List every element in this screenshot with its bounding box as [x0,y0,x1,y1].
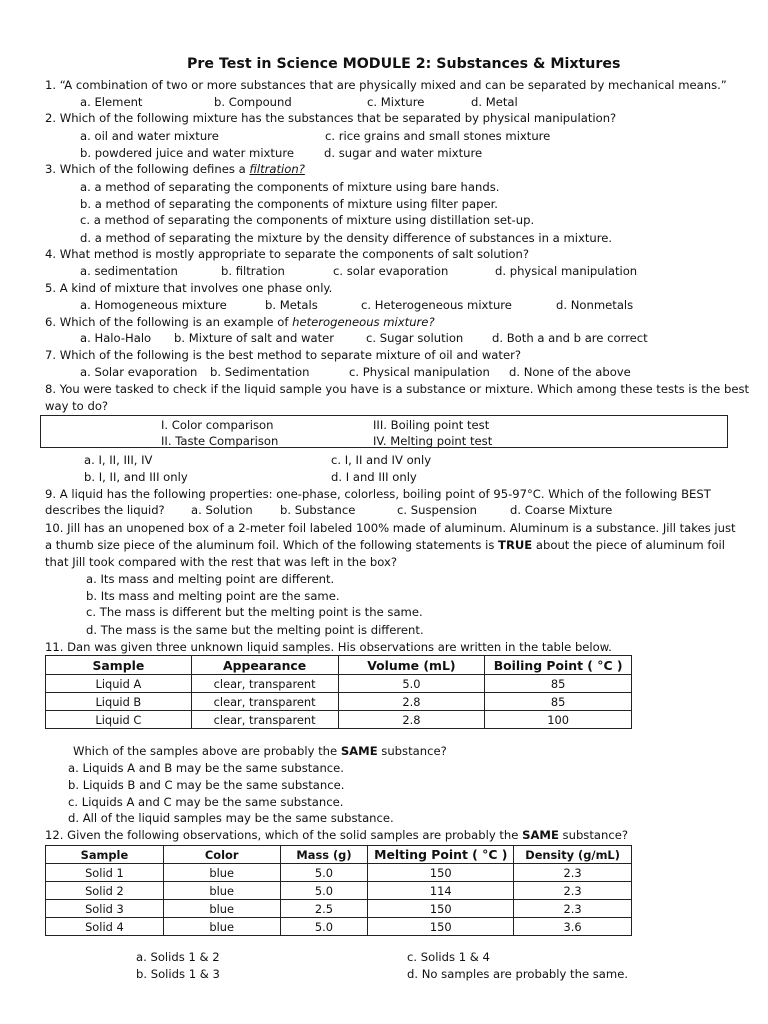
q2-option-c[interactable]: c. rice grains and small stones mixture [325,129,551,143]
q7-stem: 7. Which of the following is the best method to separate mixture of oil and water? [45,348,522,362]
table-cell: 2.3 [514,900,632,918]
table-cell: 3.6 [514,918,632,936]
q9-option-c[interactable]: c. Suspension [397,503,478,517]
q2-option-b[interactable]: b. powdered juice and water mixture [80,146,294,160]
q12-option-c[interactable]: c. Solids 1 & 4 [407,950,490,964]
q12-stem [45,828,628,842]
q3-option-a[interactable]: a. a method of separating the components of mixture using bare hands. [80,180,500,194]
column-header: Sample [46,656,192,675]
q8-option-c[interactable]: c. I, II and IV only [331,453,432,467]
q4-option-d[interactable]: d. physical manipulation [495,264,638,278]
q6-stem-text: 6. Which of the following is an example of [45,315,293,329]
q1-option-b[interactable]: b. Compound [214,95,292,109]
table-cell: Liquid B [46,693,192,711]
table-cell: 114 [368,882,514,900]
page-title: Pre Test in Science MODULE 2: Substances & Mixtures [187,56,621,72]
q10-option-b[interactable]: b. Its mass and melting point are the same. [86,589,340,603]
table-cell: clear, transparent [191,693,338,711]
q5-option-d[interactable]: d. Nonmetals [556,298,634,312]
q10-option-c[interactable]: c. The mass is different but the melting point is the same. [86,605,423,619]
q6-option-b[interactable]: b. Mixture of salt and water [174,331,335,345]
q9-option-a[interactable]: a. Solution [191,503,253,517]
table-row [46,900,632,918]
table-cell: Solid 3 [46,900,164,918]
q11-stem: 11. Dan was given three unknown liquid samples. His observations are written in the table below. [45,640,612,654]
q12-stem-text-end: substance? [558,828,629,842]
q3-stem-text: 3. Which of the following defines a [45,162,250,176]
q8-test-iii: III. Boiling point test [373,418,490,432]
table-cell: Liquid C [46,711,192,729]
q4-option-b[interactable]: b. filtration [221,264,285,278]
q12-option-d[interactable]: d. No samples are probably the same. [407,967,629,981]
q8-test-ii: II. Taste Comparison [161,434,279,448]
q10-option-a[interactable]: a. Its mass and melting point are different. [86,572,335,586]
table-cell: 150 [368,900,514,918]
table-cell: 85 [485,693,632,711]
table-cell: blue [163,900,280,918]
q11-question-text: Which of the samples above are probably the [73,744,341,758]
q3-option-b[interactable]: b. a method of separating the components of mixture using filter paper. [80,197,498,211]
q12-stem-text: 12. Given the following observations, which of the solid samples are probably the [45,828,523,842]
table-cell: blue [163,882,280,900]
q4-stem: 4. What method is mostly appropriate to separate the components of salt solution? [45,247,530,261]
q12-option-b[interactable]: b. Solids 1 & 3 [136,967,220,981]
q2-option-a[interactable]: a. oil and water mixture [80,129,219,143]
table-cell: Solid 1 [46,864,164,882]
table-cell: 85 [485,675,632,693]
table-row [46,693,632,711]
table-cell: 150 [368,864,514,882]
q3-option-d[interactable]: d. a method of separating the mixture by the density difference of substances in a mixture. [80,231,613,245]
table-cell: clear, transparent [191,675,338,693]
q6-stem [45,315,435,329]
q7-option-d[interactable]: d. None of the above [509,365,631,379]
table-cell: Liquid A [46,675,192,693]
q10-stem-line3: that Jill took compared with the rest that was left in the box? [45,555,398,569]
q7-option-c[interactable]: c. Physical manipulation [349,365,490,379]
q10-stem-text: a thumb size piece of the aluminum foil. Which of the following statements is [45,538,499,552]
column-header: Density (g/mL) [514,846,632,864]
q6-stem-emphasis: heterogeneous mixture? [292,315,435,329]
table-cell: 5.0 [280,918,368,936]
q1-option-d[interactable]: d. Metal [471,95,518,109]
q2-option-d[interactable]: d. sugar and water mixture [324,146,483,160]
q8-test-iv: IV. Melting point test [373,434,493,448]
table-cell: 150 [368,918,514,936]
column-header: Boiling Point ( °C ) [485,656,632,675]
q11-option-b[interactable]: b. Liquids B and C may be the same substance. [68,778,345,792]
q4-option-c[interactable]: c. solar evaporation [333,264,449,278]
table-row [46,864,632,882]
q12-option-a[interactable]: a. Solids 1 & 2 [136,950,220,964]
table-cell: 2.3 [514,864,632,882]
q11-option-a[interactable]: a. Liquids A and B may be the same substance. [68,761,344,775]
table-header-row [46,656,632,675]
table-cell: 5.0 [280,864,368,882]
q1-option-c[interactable]: c. Mixture [367,95,425,109]
q1-stem: 1. “A combination of two or more substances that are physically mixed and can be separated by mechanical means.” [45,78,727,92]
q8-option-b[interactable]: b. I, II, and III only [84,470,188,484]
table-cell: 2.3 [514,882,632,900]
q11-question-bold: SAME [340,744,378,758]
table-cell: 2.8 [338,693,485,711]
q4-option-a[interactable]: a. sedimentation [80,264,178,278]
table-cell: clear, transparent [191,711,338,729]
q9-stem-line1: 9. A liquid has the following properties: one-phase, colorless, boiling point of 95-97°C. Which of the following BEST [45,487,711,501]
q8-test-i: I. Color comparison [161,418,274,432]
table-row [46,918,632,936]
q1-option-a[interactable]: a. Element [80,95,143,109]
q11-question-text-end: substance? [377,744,447,758]
table-cell: blue [163,864,280,882]
q10-stem-bold: TRUE [498,538,533,552]
q12-stem-bold: SAME [522,828,559,842]
q7-option-b[interactable]: b. Sedimentation [210,365,310,379]
q9-option-b[interactable]: b. Substance [280,503,356,517]
q6-option-c[interactable]: c. Sugar solution [366,331,464,345]
table-cell: 5.0 [280,882,368,900]
q2-stem: 2. Which of the following mixture has the substances that be separated by physical manipulation? [45,111,617,125]
q10-stem-text-end: about the piece of aluminum foil [532,538,725,552]
q3-stem-emphasis: filtration? [249,162,305,176]
q5-stem: 5. A kind of mixture that involves one phase only. [45,281,333,295]
q8-option-a[interactable]: a. I, II, III, IV [84,453,153,467]
column-header: Sample [46,846,164,864]
q10-stem-line2 [45,538,725,552]
q5-option-b[interactable]: b. Metals [265,298,318,312]
q11-question [73,744,447,758]
q8-option-d[interactable]: d. I and III only [331,470,417,484]
q9-option-d[interactable]: d. Coarse Mixture [510,503,613,517]
q8-stem-line1: 8. You were tasked to check if the liquid sample you have is a substance or mixture. Which among these tests is the best [45,382,750,396]
column-header: Mass (g) [280,846,368,864]
column-header: Volume (mL) [338,656,485,675]
q3-stem [45,162,305,176]
q8-stem-line2: way to do? [45,399,109,413]
q11-observation-table [45,655,632,729]
q10-stem-line1: 10. Jill has an unopened box of a 2-meter foil labeled 100% made of aluminum. Aluminum is a substance. Jill takes just [45,521,736,535]
q11-option-c[interactable]: c. Liquids A and C may be the same substance. [68,795,344,809]
q9-stem-line2: describes the liquid? [45,503,165,517]
table-cell: 2.8 [338,711,485,729]
table-cell: 2.5 [280,900,368,918]
q12-observation-table [45,845,632,936]
q7-option-a[interactable]: a. Solar evaporation [80,365,198,379]
q6-option-d[interactable]: d. Both a and b are correct [492,331,648,345]
table-row [46,675,632,693]
table-row [46,882,632,900]
q5-option-a[interactable]: a. Homogeneous mixture [80,298,227,312]
table-cell: Solid 4 [46,918,164,936]
table-cell: blue [163,918,280,936]
table-header-row [46,846,632,864]
q11-option-d[interactable]: d. All of the liquid samples may be the same substance. [68,811,394,825]
q5-option-c[interactable]: c. Heterogeneous mixture [361,298,512,312]
column-header: Melting Point ( °C ) [368,846,514,864]
q6-option-a[interactable]: a. Halo-Halo [80,331,152,345]
q10-option-d[interactable]: d. The mass is the same but the melting point is different. [86,623,424,637]
table-cell: 5.0 [338,675,485,693]
table-cell: 100 [485,711,632,729]
q3-option-c[interactable]: c. a method of separating the components of mixture using distillation set-up. [80,213,535,227]
table-cell: Solid 2 [46,882,164,900]
column-header: Color [163,846,280,864]
column-header: Appearance [191,656,338,675]
table-row [46,711,632,729]
